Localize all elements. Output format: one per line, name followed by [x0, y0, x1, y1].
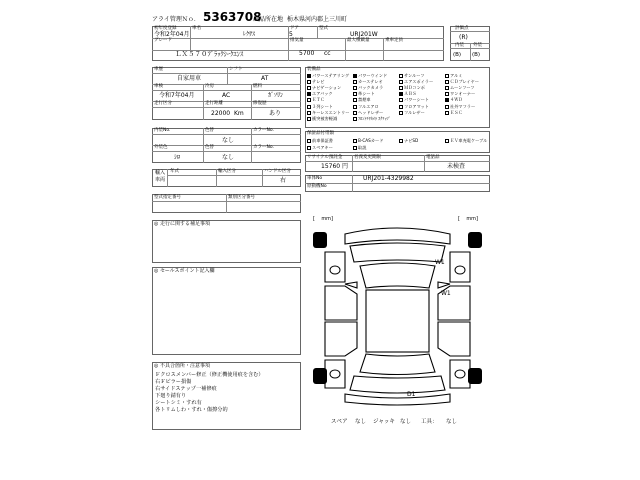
equipment-item	[307, 111, 349, 115]
equipment-label: ＥＳＣ	[450, 109, 463, 115]
int-colorno-label: カラーNo.	[253, 128, 274, 133]
defect-item: 下廻り錆有り	[155, 393, 187, 399]
checkbox-icon	[307, 92, 311, 96]
equipment-item	[445, 98, 463, 102]
repair-label: 修復歴	[253, 101, 267, 106]
exterior-value: (B)	[472, 52, 481, 58]
option-label: B-CASカード	[358, 138, 384, 143]
ac-label: 冷房	[205, 84, 214, 89]
equipment-label: ムーンフーフ	[450, 85, 475, 91]
checkbox-icon	[445, 139, 449, 143]
use-value: 自家用車	[177, 75, 202, 82]
engine-label: 原動機No	[307, 184, 327, 189]
first-reg-value: 令和2年04月	[154, 31, 190, 38]
equipment-label: フロアマット	[404, 103, 429, 109]
checkbox-icon	[399, 74, 403, 78]
checkbox-icon	[399, 111, 403, 115]
make-label: 車名	[192, 26, 201, 31]
checkbox-icon	[399, 98, 403, 102]
checkbox-icon	[445, 74, 449, 78]
doors-label: ドア	[290, 26, 299, 31]
equipment-item	[399, 92, 417, 96]
equipment-label: キーレスエントリー	[312, 109, 350, 115]
checkbox-icon	[399, 86, 403, 90]
import-label-1: 輸入	[155, 170, 166, 176]
checkbox-icon	[445, 92, 449, 96]
equipment-item	[353, 98, 371, 102]
checkbox-icon	[399, 80, 403, 84]
history-section-title: ◎ 走行に関する補足事項	[154, 221, 210, 227]
equipment-item	[445, 105, 475, 109]
equipment-label: カーステレオ	[358, 79, 383, 85]
checkbox-icon	[307, 139, 311, 143]
option-label: ＥＶ車充電ケーブル	[450, 138, 488, 143]
fuel-label: 燃料	[253, 84, 262, 89]
checkbox-icon	[307, 74, 311, 78]
option-label: スペアキー	[312, 144, 333, 150]
equipment-label: パワーウインド	[358, 73, 388, 78]
ac-value: AC	[222, 92, 231, 99]
mgmt-number: 5363708	[203, 10, 262, 24]
checkbox-icon	[307, 111, 311, 115]
model-value: URJ201W	[350, 31, 378, 38]
interior-value: (B)	[453, 52, 462, 58]
equipment-item	[307, 92, 333, 96]
equipment-item	[307, 98, 325, 102]
defect-item: 右Ｆピラー損傷	[155, 379, 192, 385]
equipment-item	[445, 80, 479, 84]
mileage-unit: Km	[234, 110, 244, 117]
options-title: 保証品付帯類	[307, 131, 334, 136]
checkbox-icon	[445, 86, 449, 90]
equipment-label: ＡＢＳ	[404, 91, 417, 97]
checkbox-icon	[353, 80, 357, 84]
mileage-value: 22000	[211, 110, 231, 117]
import-label-2: 車両	[155, 177, 166, 183]
option-item	[307, 139, 333, 143]
repair-value: あり	[269, 110, 282, 117]
serial-cat-label: 類別区分番号	[228, 195, 255, 200]
equipment-label: ３列シート	[312, 103, 333, 109]
equipment-label: 社外マフラー	[450, 103, 476, 109]
equipment-label: フルエアロ	[358, 103, 379, 109]
equipment-label: ＣＤプレイヤー	[450, 79, 479, 85]
defect-item: 右サイドステップ一補修痕	[155, 386, 217, 392]
equipment-label: ﾌﾛﾝﾄﾘﾔｶﾒﾗ ｽｸﾘｯﾌﾟ	[358, 115, 391, 121]
equipment-item	[445, 92, 475, 96]
equipment-item	[307, 86, 341, 90]
equipment-label: バックカメラ	[358, 85, 384, 91]
title-value: 未検査	[447, 163, 466, 170]
serial-model-label: 型式指定番号	[154, 195, 181, 200]
doors-value: 5	[289, 31, 293, 38]
equipment-label: サンルーフ	[404, 73, 425, 78]
import-div-label: 輸入区分	[218, 169, 236, 174]
equipment-item	[445, 111, 463, 115]
grade-label: グレード	[154, 38, 172, 43]
defect-item: 各トリムしわ・すれ・傷擦分的	[155, 407, 228, 413]
checkbox-icon	[353, 74, 357, 78]
ext-value: ｼﾛ	[174, 154, 181, 161]
checkbox-icon	[307, 146, 311, 150]
checkbox-icon	[353, 92, 357, 96]
equipment-item	[307, 117, 337, 121]
defect-item: Ｆクロスメンバー修正（修正機使用痕を含む）	[155, 372, 264, 378]
exterior-label: 外装	[473, 43, 482, 48]
fee-value: 15760	[321, 163, 341, 170]
equipment-label: ヘッドレザー	[358, 109, 384, 115]
score-value: (R)	[459, 34, 468, 41]
equipment-label: パワーシート	[404, 97, 430, 103]
equipment-label: 禁煙車	[358, 97, 371, 103]
equipment-item	[399, 111, 425, 115]
pass-label: 乗車定員	[385, 38, 403, 43]
checkbox-icon	[445, 80, 449, 84]
equipment-label: ナビゲーション	[312, 85, 342, 91]
handle-value: 右	[280, 177, 287, 184]
ext-change-label: 色替	[205, 145, 214, 150]
equipment-item	[399, 80, 433, 84]
option-label: 前車保証書	[312, 138, 333, 143]
int-label: 内装No.	[154, 128, 171, 133]
disp-label: 排気量	[290, 38, 304, 43]
equipment-label: フルレザー	[404, 109, 425, 115]
make-value: ﾚｸｻｽ	[243, 31, 256, 38]
disp-value: 5700	[299, 50, 315, 57]
interior-label: 内装	[455, 43, 464, 48]
equipment-item	[353, 80, 383, 84]
vin-label: 車体No	[307, 176, 323, 181]
inspect-label: 車検	[154, 84, 163, 89]
option-item	[353, 139, 383, 143]
checkbox-icon	[445, 111, 449, 115]
fee-label: リサイクル預託金	[307, 155, 343, 160]
equipment-item	[399, 86, 425, 90]
damage-w1-a: W1	[435, 259, 445, 266]
sales-section	[152, 267, 301, 355]
sales-section-title: ◎ セールスポイント記入欄	[154, 268, 215, 274]
tool-label: 工具：	[421, 419, 438, 425]
transfer-label: 名義変更期限	[354, 155, 381, 160]
fuel-value: ｶﾞｿﾘﾝ	[268, 92, 284, 99]
equipment-item	[353, 105, 379, 109]
handle-label: ハンドル区分	[264, 169, 291, 174]
checkbox-icon	[307, 105, 311, 109]
equipment-item	[353, 92, 375, 96]
equipment-item	[307, 74, 349, 78]
inspect-value: 令和7年04月	[159, 92, 195, 99]
equipment-item	[307, 105, 333, 109]
checkbox-icon	[353, 117, 357, 121]
checkbox-icon	[399, 92, 403, 96]
damage-w1-b: W1	[441, 290, 451, 297]
spare-value: なし	[355, 419, 367, 425]
shift-value: AT	[261, 75, 269, 82]
equipment-label: エアスポイラー	[404, 79, 434, 85]
equipment-item	[445, 86, 475, 90]
grade-value: ＬＸ５７０ﾌﾞﾗｯｸｼｰｸｴﾝｽ	[175, 50, 244, 58]
car-diagram	[305, 222, 490, 407]
location-value: 栃木県河内郡上三川町	[287, 16, 348, 23]
fee-unit: 円	[342, 163, 349, 170]
jack-value: なし	[400, 419, 412, 425]
jack-label: ジャッキ	[373, 419, 395, 425]
mileage-div-label: 走行区分	[154, 101, 172, 106]
bracket-left: [ mm]	[313, 216, 334, 222]
history-label: 車歴	[154, 67, 163, 72]
checkbox-icon	[353, 139, 357, 143]
checkbox-icon	[307, 80, 311, 84]
checkbox-icon	[353, 98, 357, 102]
equipment-label: ４ＷＤ	[450, 97, 463, 103]
equipment-label: テレビ	[312, 79, 325, 85]
spare-label: スペア	[331, 419, 348, 425]
defect-section-title: ◎ 不具合箇所・注意事項	[154, 363, 210, 369]
mgmt-label: アライ管理Ｎｏ．	[152, 16, 200, 23]
tool-value: なし	[446, 419, 458, 425]
checkbox-icon	[353, 86, 357, 90]
checkbox-icon	[445, 98, 449, 102]
option-item	[353, 146, 366, 150]
checkbox-icon	[353, 111, 357, 115]
int-change-label: 色替	[205, 128, 214, 133]
score-label: 評価点	[455, 26, 469, 31]
checkbox-icon	[307, 98, 311, 102]
disp-unit: cc	[324, 50, 331, 57]
equipment-item	[353, 111, 383, 115]
equipment-item	[445, 74, 462, 78]
checkbox-icon	[307, 117, 311, 121]
equipment-item	[353, 117, 391, 121]
checkbox-icon	[445, 105, 449, 109]
equipment-item	[307, 80, 324, 84]
equipment-item	[399, 105, 429, 109]
ext-label: 外装色	[154, 145, 168, 150]
equipment-label: ＭＤコンポ	[404, 85, 425, 91]
option-label: ナビSD	[404, 138, 419, 143]
equipment-label: ＥＴＣ	[312, 97, 325, 103]
equipment-label: 衝突被害軽減	[312, 115, 338, 121]
equipment-item	[353, 74, 387, 78]
ext-change-value: なし	[222, 154, 235, 161]
year-label: 年式	[170, 169, 179, 174]
equipment-item	[353, 86, 383, 90]
ext-colorno-label: カラーNo.	[253, 145, 274, 150]
equipment-label: エアバック	[312, 91, 333, 97]
option-label: 取説	[358, 144, 367, 150]
equipment-label: パワーステアリング	[312, 73, 350, 78]
checkbox-icon	[399, 105, 403, 109]
equipment-label: ワンオーナー	[450, 91, 476, 97]
option-item	[445, 139, 487, 143]
checkbox-icon	[353, 105, 357, 109]
cap-label: 最大積載量	[347, 38, 370, 43]
damage-d1: D1	[407, 391, 416, 398]
checkbox-icon	[399, 139, 403, 143]
equipment-item	[399, 98, 429, 102]
title-label: 電話品	[426, 155, 440, 160]
equipment-label: アルミ	[450, 73, 463, 78]
checkbox-icon	[307, 86, 311, 90]
equipment-title: 装備品	[307, 67, 321, 72]
first-reg-label: 初年度登録	[154, 26, 177, 31]
vin-value: URJ201-4329982	[363, 175, 414, 182]
shift-label: シフト	[229, 67, 243, 72]
bracket-right: [ mm]	[458, 216, 479, 222]
option-item	[399, 139, 418, 143]
int-value: なし	[222, 137, 235, 144]
defect-item: シートシミ・すれ有	[155, 400, 202, 406]
equipment-label: 革シート	[358, 91, 375, 97]
location-label: 出品所在地	[253, 16, 284, 23]
equipment-item	[399, 74, 424, 78]
checkbox-icon	[353, 146, 357, 150]
mileage-label: 走行距離	[205, 101, 223, 106]
model-label: 型式	[319, 26, 328, 31]
option-item	[307, 146, 333, 150]
